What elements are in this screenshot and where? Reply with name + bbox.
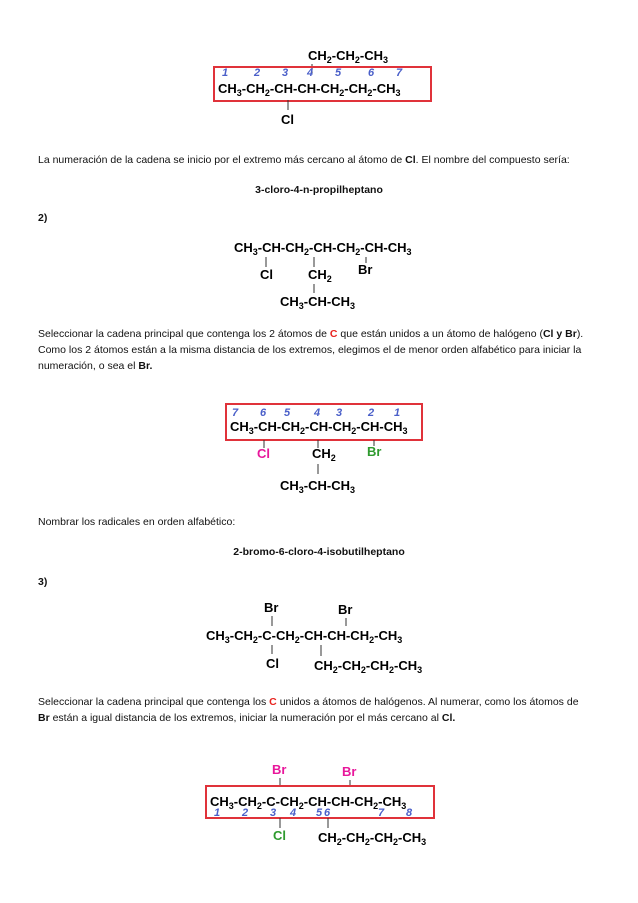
- butyl-branch-3: $CH_2-CH_2-CH_2-CH_3$: [314, 658, 423, 675]
- chlorine-substituent: Cl: [281, 112, 294, 127]
- svg-text:1: 1: [214, 807, 221, 819]
- item-label-2: 2): [38, 212, 48, 224]
- main-chain-2: $CH_3-CH-CH_2-CH-CH_2-CH-CH_3$: [234, 240, 412, 257]
- svg-text:4: 4: [307, 67, 314, 79]
- chlorine-3-colored: Cl: [273, 828, 286, 843]
- explanation-2: Seleccionar la cadena principal que contenga los 2 átomos de C que están unidos a un átomo de halógeno (Cl y Br). Como los 2 átomos están a la misma distancia de los extremos, elegimos el de menor orden alfabético para iniciar la numeración, o sea el Br.: [38, 328, 584, 372]
- svg-text:5: 5: [284, 407, 291, 419]
- main-chain-2-numbered: $CH_3-CH-CH_2-CH-CH_2-CH-CH_3$: [230, 419, 408, 436]
- intro-radicals: Nombrar los radicales en orden alfabético:: [38, 516, 236, 528]
- svg-text:2: 2: [254, 67, 261, 79]
- butyl-branch-3b: $CH_2-CH_2-CH_2-CH_3$: [318, 830, 427, 847]
- svg-text:7: 7: [232, 407, 239, 419]
- structure-2-numbered: [224, 402, 424, 502]
- bromine-2-colored: Br: [367, 444, 382, 459]
- bromine-3b: Br: [338, 602, 353, 617]
- carbon-numbers: [222, 67, 403, 79]
- propyl-branch: $CH_2-CH_2-CH_3$: [308, 48, 389, 65]
- compound-name-1: 3-cloro-4-n-propilheptano: [255, 184, 383, 196]
- bromine-3b-colored: Br: [342, 764, 357, 779]
- compound-name-2: 2-bromo-6-cloro-4-isobutilheptano: [233, 546, 405, 558]
- svg-text:5: 5: [335, 67, 342, 79]
- chlorine-2-colored: Cl: [257, 446, 270, 461]
- bromine-2: Br: [358, 262, 373, 277]
- svg-text:5: 5: [316, 807, 323, 819]
- svg-text:3: 3: [336, 407, 343, 419]
- svg-text:6: 6: [324, 807, 331, 819]
- svg-text:4: 4: [314, 407, 321, 419]
- svg-text:7: 7: [378, 807, 385, 819]
- chlorine-3: Cl: [266, 656, 279, 671]
- bromine-3a-colored: Br: [272, 762, 287, 777]
- structure-3-numbered: [204, 758, 444, 862]
- structure-1: [210, 40, 440, 130]
- svg-text:2: 2: [368, 407, 375, 419]
- structure-2: [230, 230, 420, 310]
- isopropyl-end-2b: $CH_3-CH-CH_3$: [280, 478, 356, 495]
- ch2-branch-2: $CH_2$: [308, 267, 332, 284]
- isopropyl-end-2: $CH_3-CH-CH_3$: [280, 294, 356, 311]
- svg-text:3: 3: [270, 807, 277, 819]
- explanation-3: Seleccionar la cadena principal que contenga los C unidos a átomos de halógenos. Al numerar, como los átomos de Br están a igual distancia de los extremos, iniciar la numeración por el más cercano al Cl.: [38, 696, 579, 724]
- svg-text:6: 6: [368, 67, 375, 79]
- main-chain: $CH_3-CH_2-CH-CH-CH_2-CH_2-CH_3$: [218, 81, 401, 98]
- structure-3: [204, 598, 444, 680]
- chlorine-2: Cl: [260, 267, 273, 282]
- bromine-3a: Br: [264, 600, 279, 615]
- main-chain-3-numbered: $CH_3-CH_2-C-CH_2-CH-CH-CH_2-CH_3$: [210, 794, 407, 811]
- svg-text:4: 4: [290, 807, 297, 819]
- svg-text:7: 7: [396, 67, 403, 79]
- svg-text:2: 2: [242, 807, 249, 819]
- ch2-branch-2b: $CH_2$: [312, 446, 336, 463]
- svg-text:6: 6: [260, 407, 267, 419]
- svg-text:1: 1: [394, 407, 401, 419]
- explanation-1: La numeración de la cadena se inicio por el extremo más cercano al átomo de Cl. El nombre del compuesto sería:: [38, 154, 570, 166]
- carbon-numbers-2: [232, 407, 400, 419]
- svg-text:1: 1: [222, 67, 229, 79]
- svg-text:3: 3: [282, 67, 289, 79]
- item-label-3: 3): [38, 576, 48, 588]
- svg-text:8: 8: [406, 807, 413, 819]
- main-chain-3: $CH_3-CH_2-C-CH_2-CH-CH-CH_2-CH_3$: [206, 628, 403, 645]
